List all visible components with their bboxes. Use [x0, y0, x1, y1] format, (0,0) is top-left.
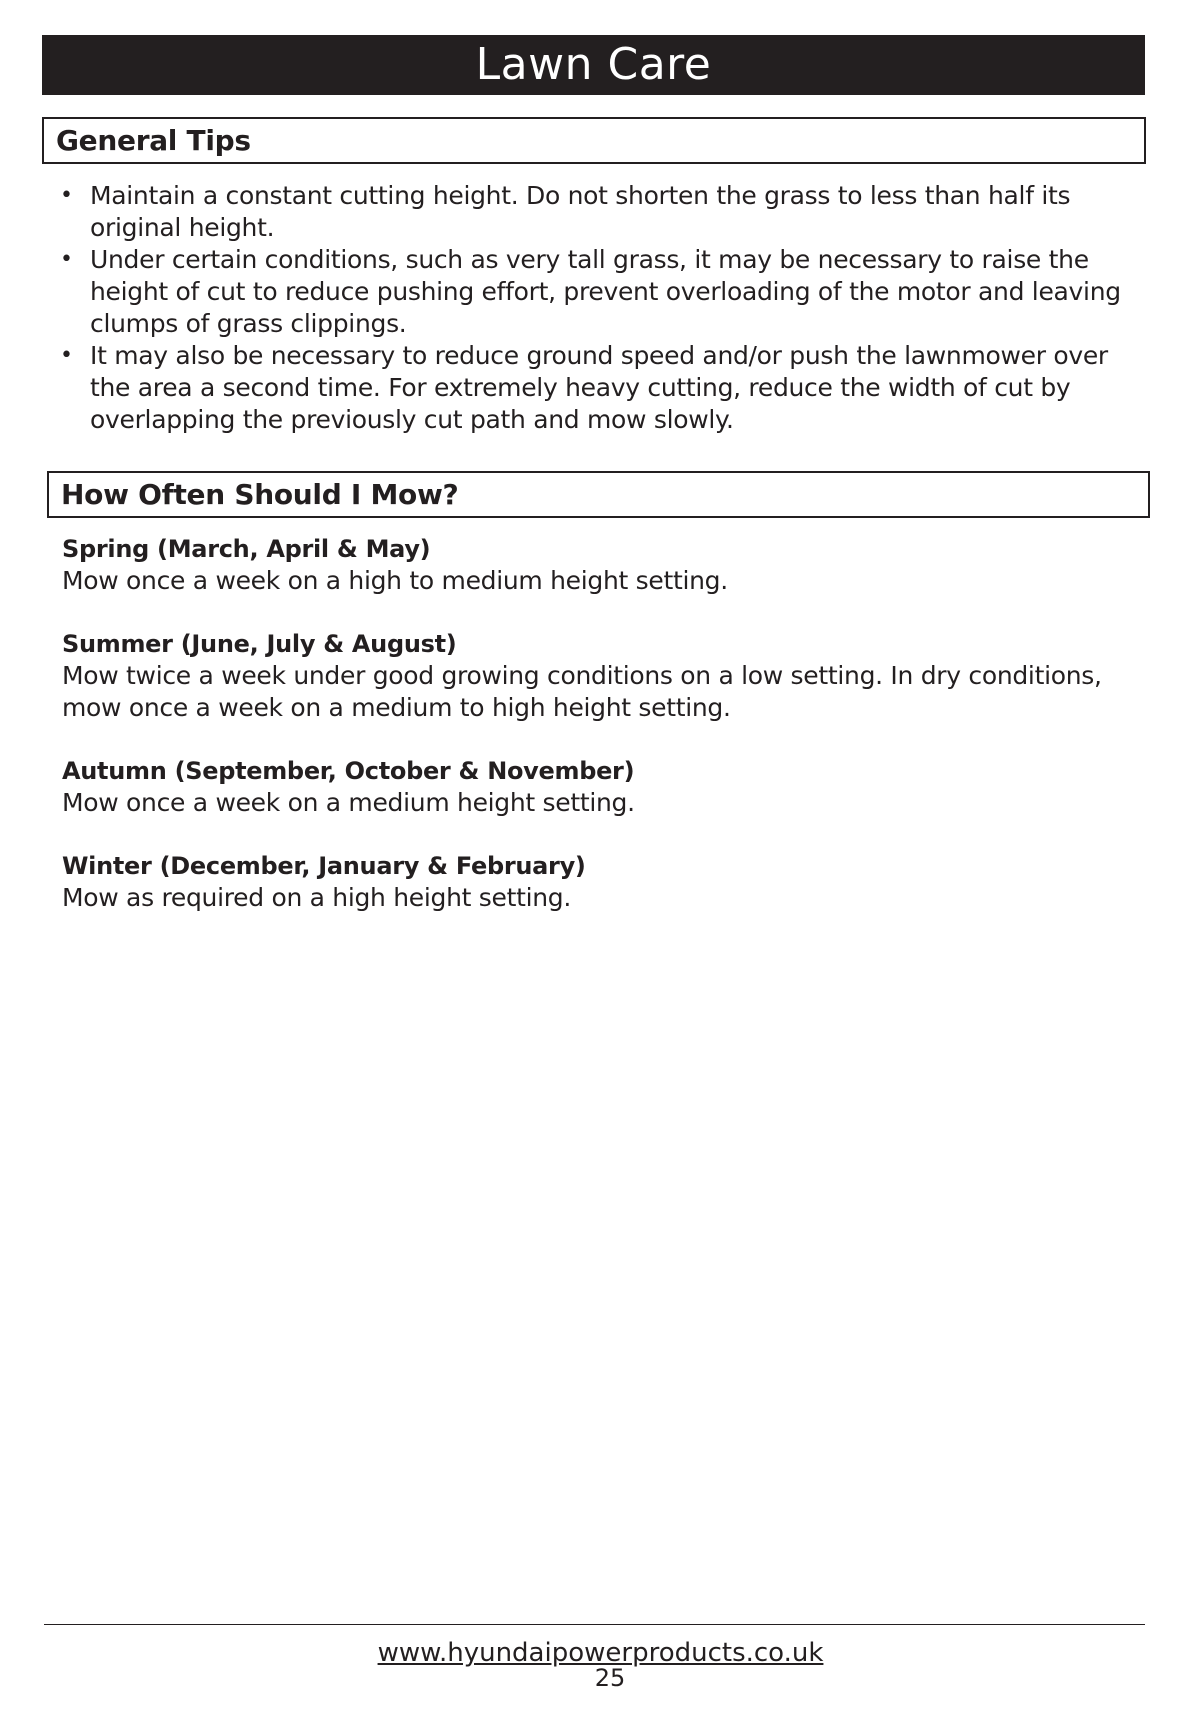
footer-divider [44, 1624, 1145, 1625]
page-title: Lawn Care [475, 39, 712, 90]
season-winter [62, 850, 1122, 914]
general-tips-list [60, 180, 1140, 436]
season-name: Winter (December, January & February) [62, 852, 586, 880]
tip-text: Under certain conditions, such as very tall grass, it may be necessary to raise the height of cut to reduce pushing effort, prevent overloading of the motor and leaving clumps of grass clippings. [90, 245, 1121, 338]
season-text: Mow twice a week under good growing conditions on a low setting. In dry conditions, mow once a week on a medium to high height setting. [62, 661, 1102, 722]
website-link[interactable]: www.hyundaipowerproducts.co.uk [377, 1638, 824, 1668]
tip-item [60, 180, 1140, 244]
tip-item [60, 340, 1140, 436]
season-name: Spring (March, April & May) [62, 535, 431, 563]
general-tips-heading: General Tips [56, 124, 251, 157]
bullet-icon: • [60, 343, 73, 368]
page-number: 25 [594, 1664, 626, 1692]
season-text: Mow as required on a high height setting. [62, 883, 572, 912]
mowing-frequency-heading-box [47, 471, 1150, 518]
tip-text: It may also be necessary to reduce ground speed and/or push the lawnmower over the area a second time. For extremely heavy cutting, reduce the width of cut by overlapping the previously cut path and mow slowly. [90, 341, 1108, 434]
season-autumn [62, 755, 1122, 819]
season-text: Mow once a week on a high to medium height setting. [62, 566, 728, 595]
general-tips-heading-box [42, 117, 1146, 164]
bullet-icon: • [60, 183, 73, 208]
season-summer [62, 628, 1122, 724]
tip-text: Maintain a constant cutting height. Do not shorten the grass to less than half its original height. [90, 181, 1071, 242]
season-spring [62, 533, 1122, 597]
page-title-bar [42, 35, 1145, 95]
season-text: Mow once a week on a medium height setting. [62, 788, 635, 817]
mowing-frequency-heading: How Often Should I Mow? [61, 478, 459, 511]
season-name: Summer (June, July & August) [62, 630, 457, 658]
tip-item [60, 244, 1140, 340]
bullet-icon: • [60, 247, 73, 272]
season-name: Autumn (September, October & November) [62, 757, 635, 785]
